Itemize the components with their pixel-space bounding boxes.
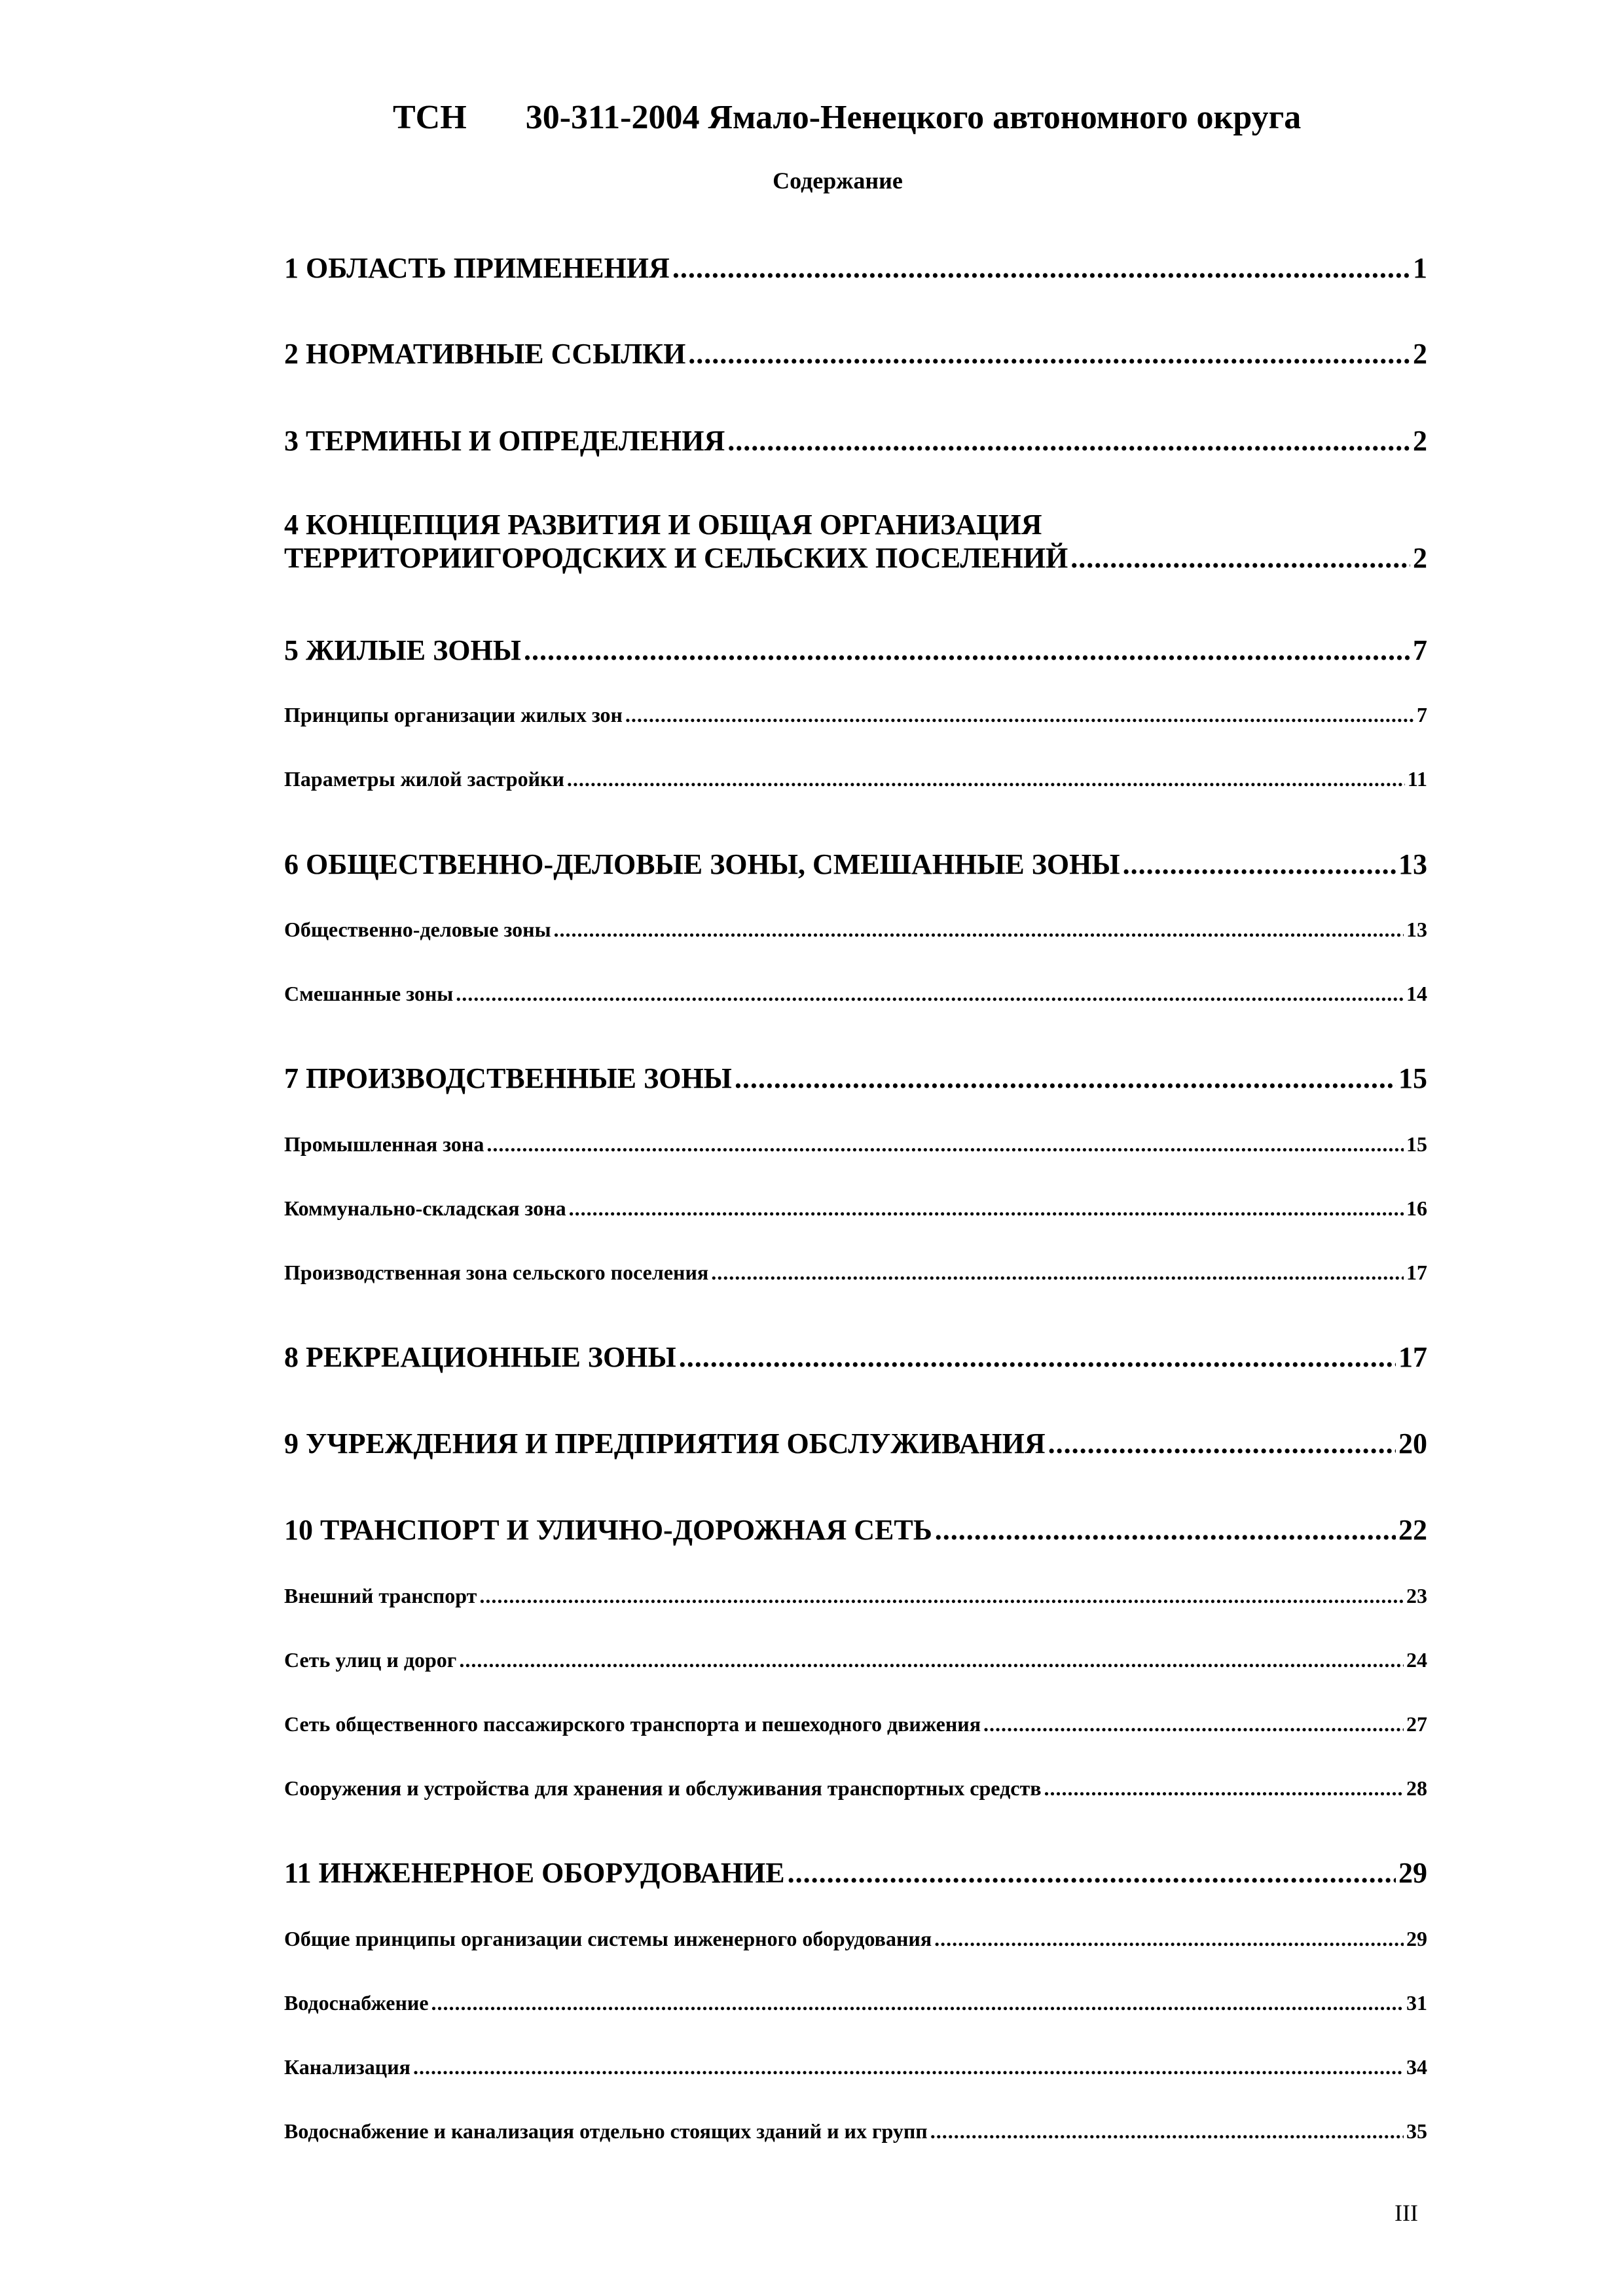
toc-entry-subsection[interactable]	[284, 2055, 1427, 2079]
document-header	[393, 98, 1427, 137]
toc-entry-page: 35	[1406, 2119, 1427, 2143]
toc-entry-page: 28	[1406, 1776, 1427, 1800]
toc-entry-label: Канализация	[284, 2055, 410, 2079]
dot-leader	[1070, 541, 1410, 575]
toc-entry-page: 13	[1406, 918, 1427, 941]
toc-entry-section-9[interactable]	[284, 1427, 1427, 1460]
toc-entry-page: 17	[1406, 1261, 1427, 1284]
dot-leader	[727, 424, 1410, 457]
toc-entry-page: 14	[1406, 982, 1427, 1005]
toc-entry-label: 3 ТЕРМИНЫ И ОПРЕДЕЛЕНИЯ	[284, 425, 725, 457]
toc-entry-page: 31	[1406, 1991, 1427, 2015]
toc-entry-page: 27	[1406, 1712, 1427, 1736]
toc-entry-label: 6 ОБЩЕСТВЕННО-ДЕЛОВЫЕ ЗОНЫ, СМЕШАННЫЕ ЗОНЫ	[284, 848, 1120, 880]
toc-entry-subsection[interactable]	[284, 1712, 1427, 1736]
toc-entry-label: 8 РЕКРЕАЦИОННЫЕ ЗОНЫ	[284, 1341, 676, 1373]
toc-entry-subsection[interactable]	[284, 1584, 1427, 1608]
toc-entry-page: 22	[1398, 1514, 1427, 1546]
dot-leader	[930, 2119, 1404, 2144]
toc-entry-label: Сеть улиц и дорог	[284, 1648, 457, 1672]
toc-entry-section-4[interactable]	[284, 508, 1427, 575]
dot-leader	[554, 918, 1404, 942]
toc-entry-page: 29	[1406, 1927, 1427, 1950]
dot-leader	[456, 982, 1404, 1006]
toc-entry-section-7[interactable]	[284, 1062, 1427, 1095]
toc-entry-page: 13	[1398, 848, 1427, 880]
dot-leader	[983, 1712, 1404, 1736]
toc-entry-label: Общие принципы организации системы инженерного оборудования	[284, 1927, 932, 1950]
toc-entry-subsection[interactable]	[284, 1648, 1427, 1672]
toc-entry-section-1[interactable]	[284, 251, 1427, 285]
toc-entry-label: Коммунально-складская зона	[284, 1196, 566, 1220]
dot-leader	[459, 1648, 1404, 1672]
toc-entry-label: 5 ЖИЛЫЕ ЗОНЫ	[284, 634, 521, 666]
toc-entry-subsection[interactable]	[284, 1196, 1427, 1221]
toc-entry-page: 1	[1413, 252, 1427, 284]
dot-leader	[735, 1062, 1396, 1095]
toc-entry-page: 24	[1406, 1648, 1427, 1672]
toc-entry-subsection[interactable]	[284, 1132, 1427, 1157]
toc-entry-label: ТЕРРИТОРИИГОРОДСКИХ И СЕЛЬСКИХ ПОСЕЛЕНИЙ	[284, 542, 1068, 574]
toc-entry-label: Сооружения и устройства для хранения и обслуживания транспортных средств	[284, 1776, 1042, 1800]
dot-leader	[413, 2055, 1404, 2079]
toc-heading: Содержание	[773, 168, 903, 194]
toc-entry-page: 15	[1398, 1062, 1427, 1094]
toc-entry-label: Сеть общественного пассажирского транспорта и пешеходного движения	[284, 1712, 981, 1736]
toc-entry-label: 11 ИНЖЕНЕРНОЕ ОБОРУДОВАНИЕ	[284, 1857, 785, 1889]
toc-entry-label: 1 ОБЛАСТЬ ПРИМЕНЕНИЯ	[284, 252, 670, 284]
toc-entry-subsection[interactable]	[284, 982, 1427, 1006]
toc-entry-label: Смешанные зоны	[284, 982, 454, 1005]
toc-entry-label: 7 ПРОИЗВОДСТВЕННЫЕ ЗОНЫ	[284, 1062, 732, 1094]
dot-leader	[625, 703, 1414, 727]
dot-leader	[1123, 848, 1396, 881]
dot-leader	[679, 1340, 1396, 1374]
toc-entry-page: 7	[1417, 703, 1427, 726]
toc-entry-section-2[interactable]	[284, 337, 1427, 370]
standard-prefix: ТСН	[393, 99, 467, 136]
dot-leader	[479, 1584, 1404, 1608]
page-number: III	[1395, 2200, 1418, 2226]
toc-entry-page: 7	[1413, 634, 1427, 666]
toc-entry-subsection[interactable]	[284, 767, 1427, 791]
toc-entry-subsection[interactable]	[284, 1927, 1427, 1951]
dot-leader	[688, 337, 1410, 370]
toc-entry-label: Параметры жилой застройки	[284, 767, 564, 791]
toc-entry-section-8[interactable]	[284, 1340, 1427, 1374]
toc-entry-page: 2	[1413, 542, 1427, 574]
toc-entry-page: 34	[1406, 2055, 1427, 2079]
toc-entry-subsection[interactable]	[284, 1776, 1427, 1801]
toc-entry-page: 16	[1406, 1196, 1427, 1220]
toc-entry-line2	[284, 541, 1427, 575]
toc-entry-label: 2 НОРМАТИВНЫЕ ССЫЛКИ	[284, 338, 686, 370]
toc-entry-page: 23	[1406, 1584, 1427, 1607]
document-title: 30-311-2004 Ямало-Ненецкого автономного округа	[525, 99, 1302, 136]
dot-leader	[486, 1132, 1404, 1157]
dot-leader	[1044, 1776, 1404, 1801]
toc-entry-page: 2	[1413, 425, 1427, 457]
dot-leader	[431, 1991, 1404, 2015]
toc-entry-subsection[interactable]	[284, 1991, 1427, 2015]
toc-entry-section-3[interactable]	[284, 424, 1427, 457]
toc-entry-label: Общественно-деловые зоны	[284, 918, 551, 941]
toc-entry-label: 9 УЧРЕЖДЕНИЯ И ПРЕДПРИЯТИЯ ОБСЛУЖИВАНИЯ	[284, 1427, 1046, 1460]
toc-entry-section-5[interactable]	[284, 634, 1427, 667]
toc-entry-label-line1: 4 КОНЦЕПЦИЯ РАЗВИТИЯ И ОБЩАЯ ОРГАНИЗАЦИЯ	[284, 509, 1042, 541]
toc-entry-subsection[interactable]	[284, 2119, 1427, 2144]
toc-entry-page: 17	[1398, 1341, 1427, 1373]
dot-leader	[524, 634, 1410, 667]
toc-entry-label: Принципы организации жилых зон	[284, 703, 623, 726]
toc-entry-label: Водоснабжение	[284, 1991, 429, 2015]
toc-entry-label: Производственная зона сельского поселения	[284, 1261, 709, 1284]
toc-entry-label: Водоснабжение и канализация отдельно стоящих зданий и их групп	[284, 2119, 928, 2143]
toc-entry-label: 10 ТРАНСПОРТ И УЛИЧНО-ДОРОЖНАЯ СЕТЬ	[284, 1514, 932, 1546]
toc-entry-label: Внешний транспорт	[284, 1584, 477, 1607]
dot-leader	[934, 1927, 1404, 1951]
toc-entry-page: 15	[1406, 1132, 1427, 1156]
toc-entry-section-10[interactable]	[284, 1513, 1427, 1547]
toc-entry-label: Промышленная зона	[284, 1132, 484, 1156]
dot-leader	[935, 1513, 1396, 1547]
toc-entry-section-11[interactable]	[284, 1856, 1427, 1890]
toc-entry-subsection[interactable]	[284, 703, 1427, 727]
dot-leader	[569, 1196, 1404, 1221]
dot-leader	[567, 767, 1405, 791]
toc-entry-subsection[interactable]	[284, 1261, 1427, 1285]
toc-entry-page: 2	[1413, 338, 1427, 370]
dot-leader	[1048, 1427, 1396, 1460]
dot-leader	[788, 1856, 1396, 1890]
dot-leader	[672, 251, 1410, 285]
dot-leader	[711, 1261, 1404, 1285]
toc-entry-page: 11	[1407, 767, 1427, 791]
toc-entry-page: 29	[1398, 1857, 1427, 1889]
toc-entry-subsection[interactable]	[284, 918, 1427, 942]
toc-entry-section-6[interactable]	[284, 848, 1427, 881]
toc-entry-page: 20	[1398, 1427, 1427, 1460]
